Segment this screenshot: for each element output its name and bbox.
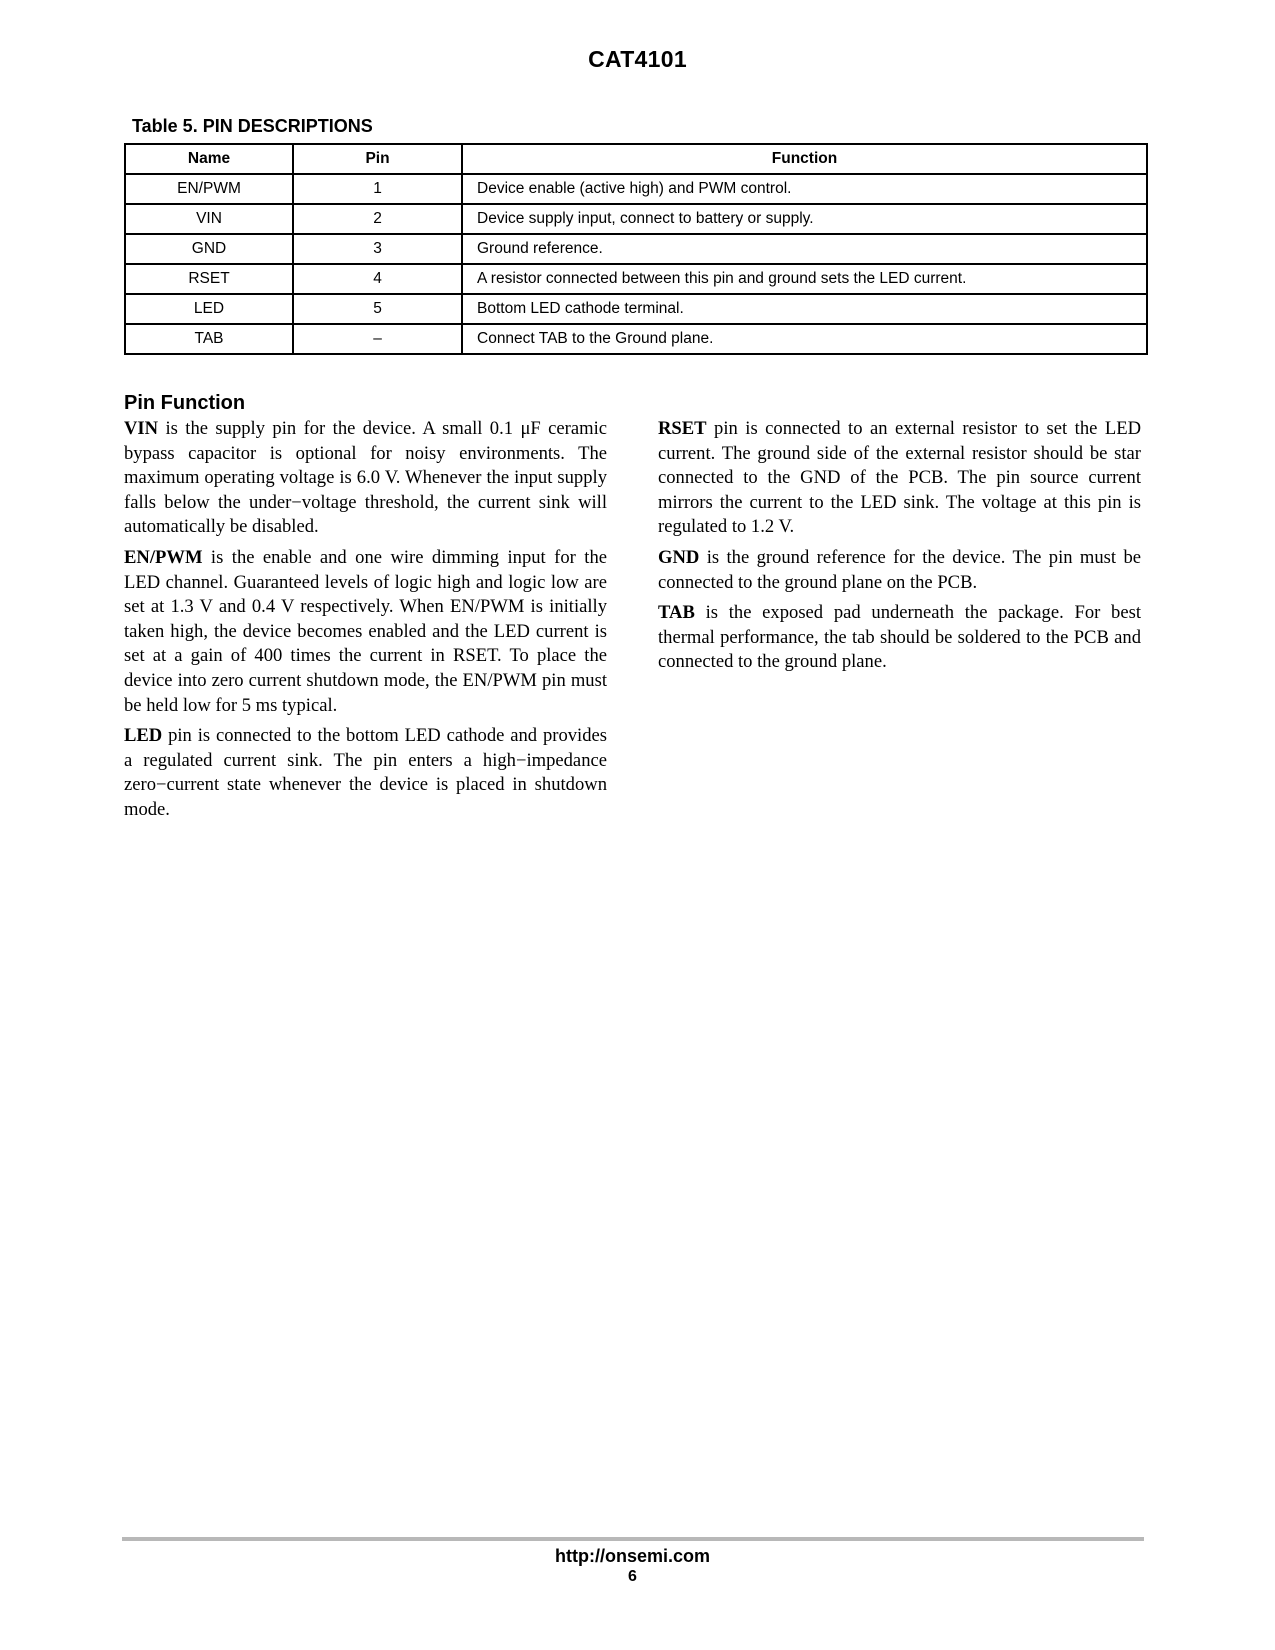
term-led: LED: [124, 725, 163, 747]
table-caption: Table 5. PIN DESCRIPTIONS: [132, 116, 373, 136]
pin-function: Ground reference.: [462, 234, 1147, 264]
text-column-right: [658, 417, 1141, 681]
table-row: [125, 264, 1147, 294]
table-row: [125, 324, 1147, 354]
pin-number: 3: [293, 234, 462, 264]
section-title: Pin Function: [124, 392, 246, 414]
term-en-pwm: EN/PWM: [124, 546, 203, 568]
page-header-title: CAT4101: [588, 46, 687, 72]
paragraph-text: is the supply pin for the device. A small 0.1 μF ceramic bypass capacitor is optional for noisy environments. The maximum operating voltage is 6.0 V. Whenever the input supply falls below the under−voltage threshold, the current sink will automatically be disabled.: [124, 418, 607, 538]
footer-url-link[interactable]: http://onsemi.com: [554, 1546, 710, 1566]
term-gnd: GND: [658, 546, 700, 568]
pin-number: 1: [293, 174, 462, 204]
table-header-row: [125, 144, 1147, 174]
paragraph-text: pin is connected to the bottom LED cathode and provides a regulated current sink. The pin enters a high−impedance zero−current state whenever the device is placed in shutdown mode.: [124, 725, 607, 820]
pin-name: LED: [125, 294, 293, 324]
pin-function: A resistor connected between this pin and ground sets the LED current.: [462, 264, 1147, 294]
pin-function: Bottom LED cathode terminal.: [462, 294, 1147, 324]
pin-descriptions-table: [124, 143, 1148, 355]
pin-number: 2: [293, 204, 462, 234]
pin-function: Connect TAB to the Ground plane.: [462, 324, 1147, 354]
pin-function: Device enable (active high) and PWM control.: [462, 174, 1147, 204]
page-number: 6: [628, 1568, 637, 1585]
table-row: [125, 294, 1147, 324]
pin-name: EN/PWM: [125, 174, 293, 204]
paragraph-vin: [124, 417, 607, 540]
paragraph-gnd: [658, 546, 1141, 595]
term-tab: TAB: [658, 602, 695, 624]
paragraph-en-pwm: [124, 546, 607, 718]
paragraph-rset: [658, 417, 1141, 540]
term-rset: RSET: [658, 418, 707, 439]
table-row: [125, 174, 1147, 204]
text-column-left: [124, 417, 607, 829]
term-vin: VIN: [124, 418, 159, 439]
pin-number: –: [293, 324, 462, 354]
column-header-function: Function: [462, 144, 1147, 174]
paragraph-tab: [658, 601, 1141, 675]
pin-function: Device supply input, connect to battery or supply.: [462, 204, 1147, 234]
paragraph-text: pin is connected to an external resistor to set the LED current. The ground side of the external resistor should be star connected to the GND of the PCB. The pin source current mirrors the current to the LED sink. The voltage at this pin is regulated to 1.2 V.: [658, 418, 1141, 538]
pin-number: 5: [293, 294, 462, 324]
pin-name: TAB: [125, 324, 293, 354]
pin-number: 4: [293, 264, 462, 294]
pin-name: RSET: [125, 264, 293, 294]
pin-name: GND: [125, 234, 293, 264]
paragraph-text: is the enable and one wire dimming input for the LED channel. Guaranteed levels of logic high and logic low are set at 1.3 V and 0.4 V respectively. When EN/PWM is initially taken high, the device becomes enabled and the LED current is set at a gain of 400 times the current in RSET. To place the device into zero current shutdown mode, the EN/PWM pin must be held low for 5 ms typical.: [124, 546, 607, 716]
column-header-pin: Pin: [293, 144, 462, 174]
paragraph-text: is the ground reference for the device. The pin must be connected to the ground plane on the PCB.: [658, 546, 1141, 593]
table-row: [125, 204, 1147, 234]
column-header-name: Name: [125, 144, 293, 174]
paragraph-led: [124, 724, 607, 822]
paragraph-text: is the exposed pad underneath the package. For best thermal performance, the tab should be soldered to the PCB and connected to the ground plane.: [658, 602, 1141, 673]
footer-divider: [122, 1537, 1144, 1541]
table-row: [125, 234, 1147, 264]
pin-name: VIN: [125, 204, 293, 234]
